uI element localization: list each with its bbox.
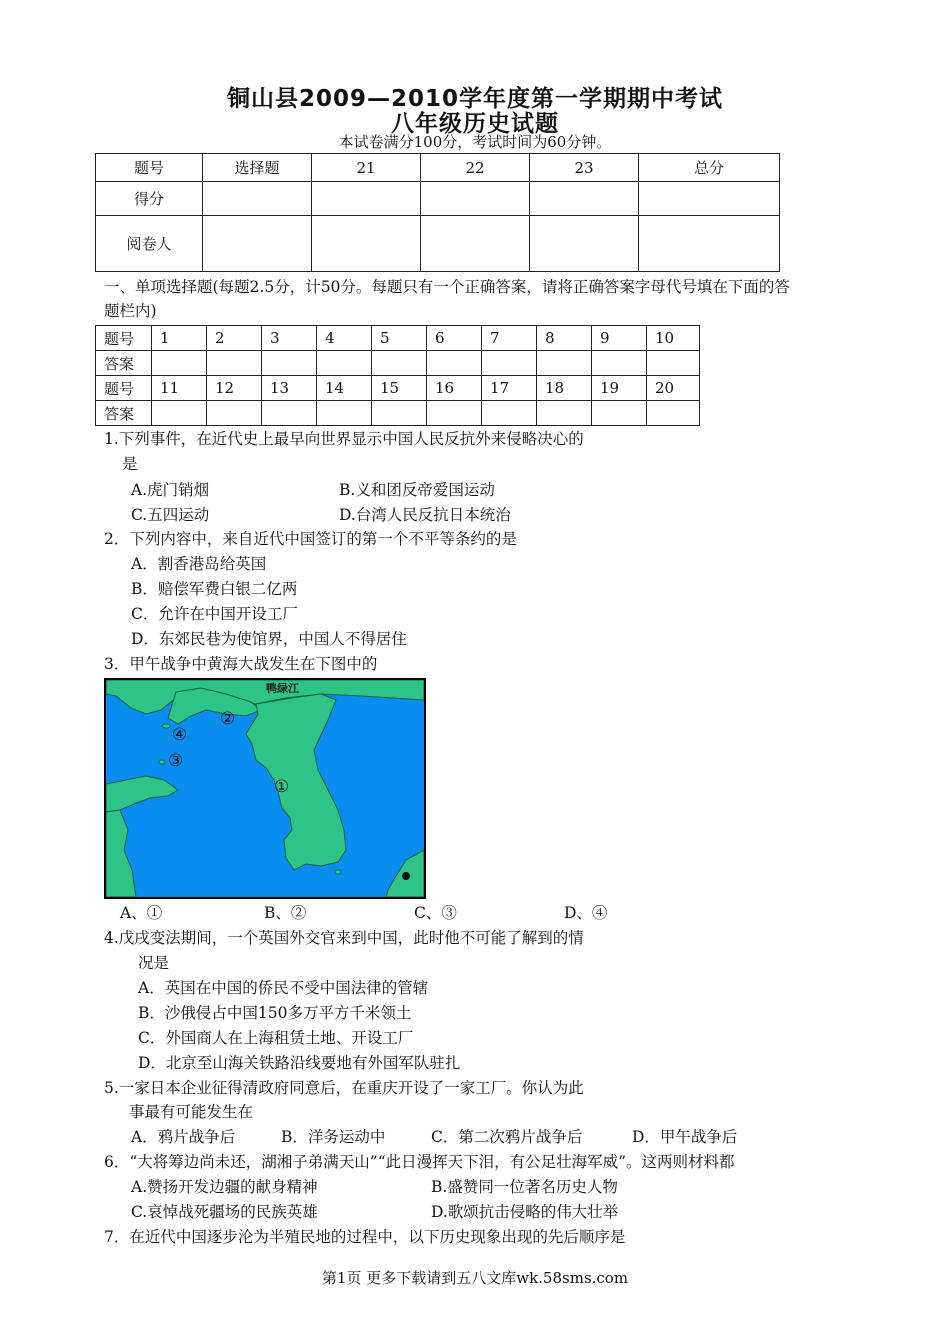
answer-cell[interactable]	[647, 351, 700, 376]
score-header-cell: 23	[530, 154, 639, 182]
question-number: 18	[537, 376, 592, 401]
q4-option-c: C．外国商人在上海租赁土地、开设工厂	[138, 1029, 414, 1047]
q5-option-d: D．甲午战争后	[632, 1128, 738, 1146]
question-number: 8	[537, 326, 592, 351]
question-number: 16	[427, 376, 482, 401]
map-marker-1: ①	[274, 777, 290, 797]
q6-stem: 6．“大将筹边尚未还，湖湘子弟满天山”“此日漫挥天下泪，有公足壮海军威”。这两则材料都	[104, 1153, 735, 1171]
score-header-cell: 21	[312, 154, 421, 182]
island	[335, 870, 341, 874]
answer-cell[interactable]	[537, 401, 592, 426]
grader-cell[interactable]	[203, 216, 312, 272]
score-cell[interactable]	[203, 182, 312, 216]
answer-fill-row	[96, 351, 700, 376]
score-header-cell: 总分	[639, 154, 780, 182]
question-number: 9	[592, 326, 647, 351]
question-number: 2	[207, 326, 262, 351]
answer-cell[interactable]	[427, 401, 482, 426]
question-number: 19	[592, 376, 647, 401]
q7-stem: 7．在近代中国逐步沦为半殖民地的过程中，以下历史现象出现的先后顺序是	[104, 1228, 626, 1246]
q2-option-a: A．割香港岛给英国	[131, 555, 267, 573]
q6-option-d: D.歌颂抗击侵略的伟大壮举	[431, 1203, 619, 1221]
answer-cell[interactable]	[482, 401, 537, 426]
answer-grid	[95, 325, 700, 426]
q4-option-a: A．英国在中国的侨民不受中国法律的管辖	[138, 979, 429, 997]
grader-cell[interactable]	[421, 216, 530, 272]
answer-row-label: 题号	[96, 326, 152, 351]
section1-instructions: 一、单项选择题(每题2.5分，计50分。每题只有一个正确答案，请将正确答案字母代号填在下面的答	[104, 278, 790, 296]
score-cell[interactable]	[421, 182, 530, 216]
q1-stem-cont: 是	[122, 455, 138, 473]
score-table	[95, 153, 780, 272]
score-table-header	[96, 154, 780, 182]
q5-option-a: A．鸦片战争后	[131, 1128, 236, 1146]
map-marker-3: ③	[168, 751, 184, 771]
question-number: 13	[262, 376, 317, 401]
score-row	[96, 182, 780, 216]
answer-cell[interactable]	[647, 401, 700, 426]
score-cell[interactable]	[639, 182, 780, 216]
answer-cell[interactable]	[592, 401, 647, 426]
q4-stem-cont: 况是	[138, 954, 170, 972]
q5-option-b: B．洋务运动中	[281, 1128, 386, 1146]
island	[162, 724, 170, 728]
question-number: 7	[482, 326, 537, 351]
q4-option-d: D．北京至山海关铁路沿线要地有外国军队驻扎	[138, 1054, 461, 1072]
question-number: 14	[317, 376, 372, 401]
score-header-cell: 题号	[96, 154, 203, 182]
question-number: 12	[207, 376, 262, 401]
question-number: 17	[482, 376, 537, 401]
answer-cell[interactable]	[207, 351, 262, 376]
island	[159, 760, 165, 764]
q1-option-b: B.义和团反帝爱国运动	[339, 481, 495, 499]
q3-option-a: A、①	[120, 904, 163, 922]
q6-option-c: C.哀悼战死疆场的民族英雄	[131, 1203, 318, 1221]
island	[402, 872, 410, 880]
answer-row-label: 答案	[96, 351, 152, 376]
score-row-label: 阅卷人	[96, 216, 203, 272]
q1-option-c: C.五四运动	[131, 506, 210, 524]
q6-option-a: A.赞扬开发边疆的献身精神	[131, 1178, 318, 1196]
answer-cell[interactable]	[372, 401, 427, 426]
question-number: 10	[647, 326, 700, 351]
q5-stem-cont: 事最有可能发生在	[129, 1103, 254, 1121]
question-number: 3	[262, 326, 317, 351]
answer-cell[interactable]	[152, 351, 207, 376]
answer-cell[interactable]	[427, 351, 482, 376]
q1-option-a: A.虎门销烟	[131, 481, 210, 499]
q3-option-b: B、②	[264, 904, 307, 922]
question-number: 5	[372, 326, 427, 351]
q4-option-b: B．沙俄侵占中国150多万平方千米领土	[138, 1004, 412, 1022]
question-number: 1	[152, 326, 207, 351]
score-cell[interactable]	[530, 182, 639, 216]
map-marker-4: ④	[172, 725, 188, 745]
q3-option-c: C、③	[414, 904, 457, 922]
answer-row-label: 答案	[96, 401, 152, 426]
grader-cell[interactable]	[312, 216, 421, 272]
answer-cell[interactable]	[262, 351, 317, 376]
answer-cell[interactable]	[482, 351, 537, 376]
score-row-label: 得分	[96, 182, 203, 216]
score-cell[interactable]	[312, 182, 421, 216]
q4-stem: 4.戊戌变法期间，一个英国外交官来到中国，此时他不可能了解到的情	[104, 929, 584, 947]
answer-cell[interactable]	[372, 351, 427, 376]
answer-cell[interactable]	[262, 401, 317, 426]
section1-instructions-cont: 题栏内)	[104, 302, 157, 320]
q2-option-c: C．允许在中国开设工厂	[131, 605, 298, 623]
q5-option-c: C．第二次鸦片战争后	[431, 1128, 583, 1146]
question-number: 15	[372, 376, 427, 401]
grader-row	[96, 216, 780, 272]
question-number: 6	[427, 326, 482, 351]
score-header-cell: 22	[421, 154, 530, 182]
answer-cell[interactable]	[152, 401, 207, 426]
answer-cell[interactable]	[592, 351, 647, 376]
map-graphic	[106, 680, 424, 897]
q2-option-b: B．赔偿军费白银二亿两	[131, 580, 298, 598]
answer-cell[interactable]	[317, 351, 372, 376]
exam-subject-title: 八年级历史试题	[391, 111, 559, 137]
q2-stem: 2．下列内容中，来自近代中国签订的第一个不平等条约的是	[104, 530, 517, 548]
q5-stem: 5.一家日本企业征得清政府同意后，在重庆开设了一家工厂。你认为此	[104, 1079, 584, 1097]
answer-cell[interactable]	[537, 351, 592, 376]
q1-stem: 1.下列事件，在近代史上最早向世界显示中国人民反抗外来侵略决心的	[104, 430, 584, 448]
map-label-yalu-river: 鸭绿江	[266, 682, 299, 695]
map-marker-2: ②	[220, 709, 236, 729]
answer-cell[interactable]	[317, 401, 372, 426]
answer-cell[interactable]	[207, 401, 262, 426]
yellow-sea-map	[104, 678, 426, 899]
q3-option-d: D、④	[564, 904, 608, 922]
answer-row-label: 题号	[96, 376, 152, 401]
answer-number-row	[96, 326, 700, 351]
score-header-cell: 选择题	[203, 154, 312, 182]
question-number: 4	[317, 326, 372, 351]
exam-title: 铜山县2009—2010学年度第一学期期中考试	[226, 86, 724, 112]
grader-cell[interactable]	[530, 216, 639, 272]
q3-stem: 3．甲午战争中黄海大战发生在下图中的	[104, 655, 378, 673]
question-number: 11	[152, 376, 207, 401]
page-footer: 第1页 更多下载请到五八文库wk.58sms.com	[321, 1269, 629, 1287]
question-number: 20	[647, 376, 700, 401]
answer-fill-row	[96, 401, 700, 426]
answer-number-row	[96, 376, 700, 401]
exam-info: 本试卷满分100分，考试时间为60分钟。	[338, 133, 612, 151]
q1-option-d: D.台湾人民反抗日本统治	[339, 506, 511, 524]
q2-option-d: D．东郊民巷为使馆界，中国人不得居住	[131, 630, 407, 648]
grader-cell[interactable]	[639, 216, 780, 272]
q6-option-b: B.盛赞同一位著名历史人物	[431, 1178, 618, 1196]
